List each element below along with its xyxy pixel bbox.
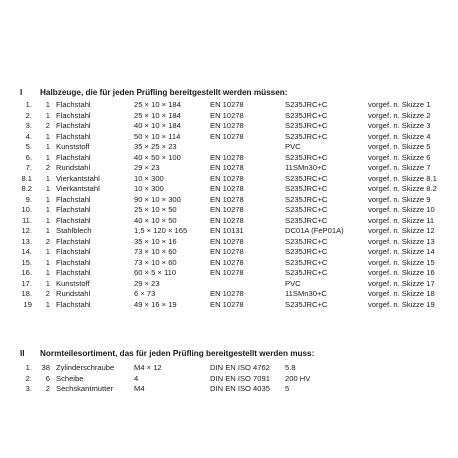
table-row xyxy=(0,121,458,131)
cell-dim: 35 × 10 × 16 xyxy=(134,236,177,246)
cell-dim: 10 × 300 xyxy=(134,173,164,183)
cell-note: vorgef. n. Skizze 1 xyxy=(368,100,431,109)
cell-name: Flachstahl xyxy=(56,100,91,109)
cell-pos: 8.1 xyxy=(21,173,32,183)
cell-qty: 1 xyxy=(45,247,50,256)
cell-name: Flachstahl xyxy=(56,110,91,120)
cell-pos: 2. xyxy=(25,110,32,120)
section-1-number: I xyxy=(20,88,23,97)
cell-name: Flachstahl xyxy=(56,257,91,267)
cell-name: Flachstahl xyxy=(56,131,91,141)
cell-norm: DIN EN ISO 7091 xyxy=(210,373,270,383)
cell-pos: 11. xyxy=(22,215,32,225)
cell-mat: S235JRC+C xyxy=(285,184,328,193)
cell-pos: 9. xyxy=(25,194,32,204)
cell-mat: DC01A (FeP01A) xyxy=(285,226,344,235)
cell-name: Kunststoff xyxy=(56,142,90,151)
cell-qty: 1 xyxy=(45,131,50,141)
table-row xyxy=(0,384,458,394)
cell-mat: 11SMn30+C xyxy=(285,163,327,172)
cell-qty: 1 xyxy=(45,226,50,235)
cell-qty: 1 xyxy=(45,152,50,162)
cell-qty: 1 xyxy=(45,215,50,225)
table-row xyxy=(0,111,458,121)
table-row xyxy=(0,258,458,268)
cell-dim: M4 xyxy=(134,384,145,393)
cell-note: vorgef. n. Skizze 2 xyxy=(368,110,431,120)
table-row xyxy=(0,163,458,173)
cell-norm: EN 10278 xyxy=(210,257,244,267)
cell-name: Rundstahl xyxy=(56,289,91,298)
cell-dim: 10 × 300 xyxy=(134,184,164,193)
cell-qty: 2 xyxy=(45,121,50,130)
cell-qty: 2 xyxy=(45,384,50,393)
cell-qty: 2 xyxy=(45,163,50,172)
cell-norm: EN 10278 xyxy=(210,152,244,162)
cell-norm: EN 10278 xyxy=(210,247,244,256)
table-row xyxy=(0,195,458,205)
cell-norm: EN 10278 xyxy=(210,194,244,204)
cell-qty: 1 xyxy=(45,278,50,288)
cell-note: vorgef. n. Skizze 17 xyxy=(368,278,435,288)
cell-name: Vierkantstahl xyxy=(56,184,100,193)
cell-mat: 11SMn30+C xyxy=(285,289,327,298)
cell-dim: 1,5 × 120 × 165 xyxy=(134,226,188,235)
cell-dim: 29 × 23 xyxy=(134,163,160,172)
cell-dim: 40 × 10 × 50 xyxy=(134,215,177,225)
cell-norm: EN 10278 xyxy=(210,163,244,172)
cell-mat: S235JRC+C xyxy=(285,299,328,309)
table-row xyxy=(0,205,458,215)
cell-dim: 25 × 10 × 184 xyxy=(134,100,181,109)
cell-name: Rundstahl xyxy=(56,163,91,172)
cell-pos: 6. xyxy=(25,152,32,162)
cell-dim: 40 × 10 × 184 xyxy=(134,121,181,130)
cell-name: Flachstahl xyxy=(56,194,91,204)
cell-dim: M4 × 12 xyxy=(134,363,162,372)
cell-pos: 17. xyxy=(21,278,32,288)
table-row xyxy=(0,216,458,226)
cell-norm: EN 10278 xyxy=(210,110,244,120)
cell-qty: 1 xyxy=(45,142,50,151)
table-row xyxy=(0,100,458,110)
cell-mat: PVC xyxy=(285,142,301,151)
cell-dim: 73 × 10 × 60 xyxy=(134,257,177,267)
cell-norm: EN 10278 xyxy=(210,299,244,309)
cell-note: vorgef. n. Skizze 7 xyxy=(368,163,431,172)
cell-name: Flachstahl xyxy=(56,247,91,256)
cell-name: Vierkantstahl xyxy=(56,173,100,183)
cell-norm: EN 10278 xyxy=(210,205,244,214)
cell-qty: 1 xyxy=(45,184,50,193)
cell-dim: 73 × 10 × 60 xyxy=(134,247,177,256)
table-row xyxy=(0,279,458,289)
cell-mat: S235JRC+C xyxy=(285,268,328,277)
cell-pos: 12. xyxy=(21,226,32,235)
cell-mat: S235JRC+C xyxy=(285,173,328,183)
cell-norm: EN 10278 xyxy=(210,100,244,109)
cell-norm: EN 10278 xyxy=(210,289,244,298)
cell-dim: 25 × 10 × 50 xyxy=(134,205,177,214)
cell-note: vorgef. n. Skizze 15 xyxy=(368,257,435,267)
cell-pos: 3. xyxy=(25,384,32,393)
table-row xyxy=(0,226,458,236)
cell-note: vorgef. n. Skizze 10 xyxy=(368,205,435,214)
cell-name: Flachstahl xyxy=(56,236,91,246)
cell-dim: 6 × 73 xyxy=(134,289,156,298)
cell-name: Flachstahl xyxy=(56,268,91,277)
cell-pos: 10. xyxy=(21,205,32,214)
cell-name: Flachstahl xyxy=(56,121,91,130)
cell-qty: 2 xyxy=(45,289,50,298)
cell-note: vorgef. n. Skizze 19 xyxy=(368,299,435,309)
cell-dim: 90 × 10 × 300 xyxy=(134,194,181,204)
cell-dim: 40 × 50 × 100 xyxy=(134,152,181,162)
section-2-title: Normteilesortiment, das für jeden Prüfling bereitgestellt werden muss: xyxy=(40,349,315,358)
cell-pos: 5. xyxy=(25,142,32,151)
cell-norm: DIN EN ISO 4762 xyxy=(210,363,270,372)
cell-name: Scheibe xyxy=(56,373,84,383)
cell-mat: S235JRC+C xyxy=(285,100,328,109)
cell-qty: 38 xyxy=(41,363,50,372)
cell-mat: S235JRC+C xyxy=(285,247,328,256)
cell-norm: EN 10278 xyxy=(210,184,244,193)
cell-pos: 14. xyxy=(21,247,32,256)
cell-mat: S235JRC+C xyxy=(285,205,328,214)
cell-note: vorgef. n. Skizze 9 xyxy=(368,194,431,204)
cell-note: vorgef. n. Skizze 5 xyxy=(368,142,431,151)
cell-mat: S235JRC+C xyxy=(285,110,328,120)
cell-mat: S235JRC+C xyxy=(285,131,328,141)
cell-grade: 200 HV xyxy=(285,373,311,383)
cell-dim: 4 xyxy=(134,373,139,383)
cell-note: vorgef. n. Skizze 11 xyxy=(368,215,435,225)
cell-note: vorgef. n. Skizze 12 xyxy=(368,226,435,235)
cell-norm: EN 10278 xyxy=(210,173,244,183)
table-row xyxy=(0,153,458,163)
table-row xyxy=(0,174,458,184)
cell-qty: 6 xyxy=(45,373,50,383)
cell-dim: 29 × 23 xyxy=(134,278,160,288)
cell-pos: 1. xyxy=(25,100,32,109)
cell-note: vorgef. n. Skizze 8.2 xyxy=(368,184,437,193)
table-row xyxy=(0,142,458,152)
cell-grade: 5.8 xyxy=(285,363,296,372)
cell-qty: 2 xyxy=(45,236,50,246)
cell-norm: DIN EN ISO 4035 xyxy=(210,384,270,393)
cell-pos: 1. xyxy=(25,363,32,372)
cell-note: vorgef. n. Skizze 3 xyxy=(368,121,431,130)
table-row xyxy=(0,268,458,278)
cell-name: Flachstahl xyxy=(56,205,91,214)
cell-note: vorgef. n. Skizze 13 xyxy=(368,236,435,246)
cell-norm: EN 10278 xyxy=(210,236,244,246)
cell-grade: 5 xyxy=(285,384,290,393)
cell-qty: 1 xyxy=(45,299,50,309)
cell-qty: 1 xyxy=(45,100,50,109)
table-row xyxy=(0,247,458,257)
cell-note: vorgef. n. Skizze 4 xyxy=(368,131,431,141)
table-row xyxy=(0,289,458,299)
table-row xyxy=(0,363,458,373)
cell-dim: 60 × 5 × 110 xyxy=(134,268,177,277)
cell-dim: 35 × 25 × 23 xyxy=(134,142,177,151)
cell-qty: 1 xyxy=(45,257,50,267)
cell-pos: 4. xyxy=(25,131,32,141)
table-row xyxy=(0,184,458,194)
cell-qty: 1 xyxy=(45,173,50,183)
cell-name: Flachstahl xyxy=(56,152,91,162)
cell-pos: 19 xyxy=(23,299,32,309)
cell-mat: S235JRC+C xyxy=(285,215,328,225)
cell-name: Flachstahl xyxy=(56,299,91,309)
cell-mat: S235JRC+C xyxy=(285,121,328,130)
cell-note: vorgef. n. Skizze 6 xyxy=(368,152,431,162)
cell-qty: 1 xyxy=(45,268,50,277)
cell-mat: S235JRC+C xyxy=(285,194,328,204)
cell-note: vorgef. n. Skizze 16 xyxy=(368,268,435,277)
cell-qty: 1 xyxy=(45,205,50,214)
section-1-title: Halbzeuge, die für jeden Prüfling bereitgestellt werden müssen: xyxy=(40,88,288,97)
cell-dim: 25 × 10 × 184 xyxy=(134,110,181,120)
cell-norm: EN 10278 xyxy=(210,215,244,225)
cell-pos: 8.2 xyxy=(21,184,32,193)
cell-mat: PVC xyxy=(285,278,301,288)
cell-mat: S235JRC+C xyxy=(285,257,328,267)
cell-mat: S235JRC+C xyxy=(285,152,328,162)
cell-name: Stahlblech xyxy=(56,226,92,235)
cell-pos: 13. xyxy=(21,236,32,246)
cell-pos: 3. xyxy=(25,121,32,130)
cell-pos: 16. xyxy=(21,268,32,277)
cell-name: Flachstahl xyxy=(56,215,91,225)
section-2-number: II xyxy=(20,349,25,358)
cell-norm: EN 10278 xyxy=(210,121,244,130)
cell-pos: 7. xyxy=(25,163,32,172)
cell-norm: EN 10278 xyxy=(210,268,244,277)
cell-note: vorgef. n. Skizze 14 xyxy=(368,247,435,256)
table-row xyxy=(0,237,458,247)
cell-qty: 1 xyxy=(45,110,50,120)
cell-qty: 1 xyxy=(45,194,50,204)
cell-name: Zylinderschraube xyxy=(56,363,115,372)
cell-pos: 18. xyxy=(21,289,32,298)
cell-mat: S235JRC+C xyxy=(285,236,328,246)
table-row xyxy=(0,132,458,142)
cell-name: Sechskantmutter xyxy=(56,384,113,393)
cell-pos: 15. xyxy=(21,257,32,267)
cell-dim: 50 × 10 × 114 xyxy=(134,131,181,141)
table-row xyxy=(0,300,458,310)
cell-note: vorgef. n. Skizze 18 xyxy=(368,289,435,298)
cell-note: vorgef. n. Skizze 8.1 xyxy=(368,173,437,183)
table-row xyxy=(0,374,458,384)
cell-norm: EN 10278 xyxy=(210,131,244,141)
cell-norm: EN 10131 xyxy=(210,226,244,235)
cell-pos: 2. xyxy=(25,373,32,383)
cell-dim: 49 × 16 × 19 xyxy=(134,299,177,309)
cell-name: Kunststoff xyxy=(56,278,90,288)
